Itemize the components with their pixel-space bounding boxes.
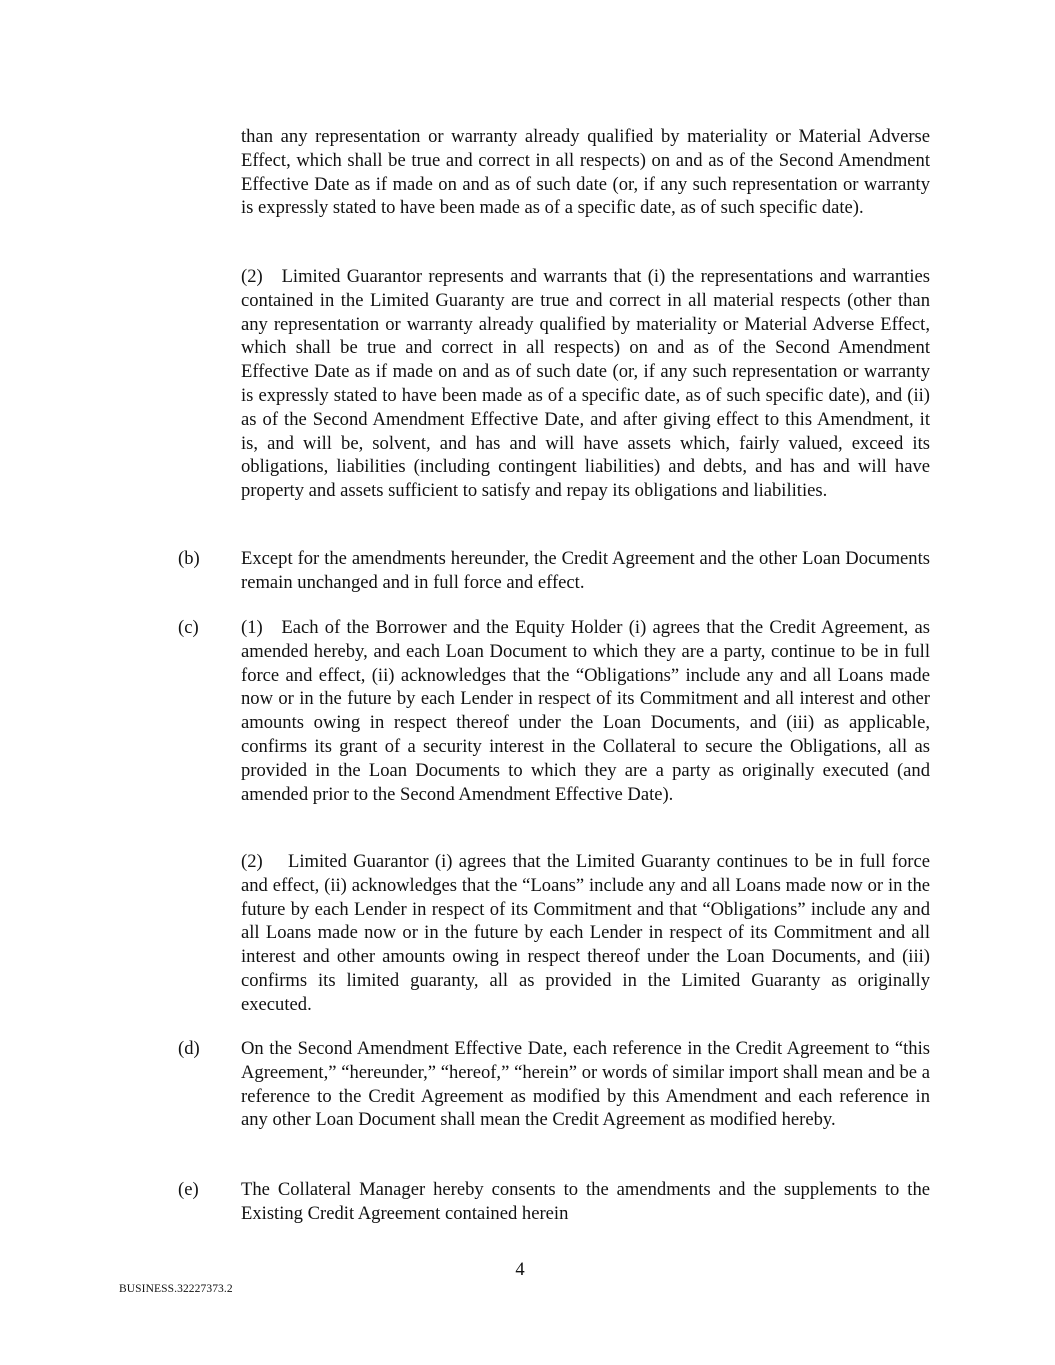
- section-label-b: (b): [178, 548, 200, 569]
- section-label-d: (d): [178, 1038, 200, 1059]
- paragraph-e: The Collateral Manager hereby consents to the amendments and the supplements to the Existing Credit Agreement contained herein: [241, 1179, 930, 1224]
- paragraph-b: Except for the amendments hereunder, the Credit Agreement and the other Loan Documents remain unchanged and in full force and effect.: [241, 548, 930, 593]
- paragraph-c2: (2) Limited Guarantor (i) agrees that the Limited Guaranty continues to be in full force and effect, (ii) acknowledges that the “Loans” include any and all Loans made now or in the future by each Lender in respect of its Commitment and that “Obligations” include any and all Loans made now or in the future by each Lender in respect of its Commitment and all interest and other amounts owing in respect thereof under the Loan Documents, and (iii) confirms its limited guaranty, all as provided in the Limited Guaranty as originally executed.: [241, 851, 930, 1015]
- section-label-c: (c): [178, 617, 199, 638]
- section-label-e: (e): [178, 1179, 199, 1200]
- paragraph-a2: (2) Limited Guarantor represents and warrants that (i) the representations and warranties contained in the Limited Guaranty are true and correct in all material respects (other than any representation or warranty already qualified by materiality or Material Adverse Effect, which shall be true and correct in all respects) on and as of the Second Amendment Effective Date as if made on and as of such date (or, if any such representation or warranty is expressly stated to have been made as of a specific date, as of such specific date), and (ii) as of the Second Amendment Effective Date, and after giving effect to this Amendment, it is, and will be, solvent, and has and will have assets which, fairly valued, exceed its obligations, liabilities (including contingent liabilities) and debts, and has and will have property and assets sufficient to satisfy and repay its obligations and liabilities.: [241, 266, 930, 502]
- document-id: BUSINESS.32227373.2: [119, 1283, 233, 1295]
- paragraph-c1: (1) Each of the Borrower and the Equity Holder (i) agrees that the Credit Agreement, as amended hereby, and each Loan Document to which they are a party, continue to be in full force and effect, (ii) acknowledges that the “Obligations” include any and all Loans made now or in the future by each Lender in respect of its Commitment and all interest and other amounts owing in respect thereof under the Loan Documents, and (iii) as applicable, confirms its grant of a security interest in the Collateral to secure the Obligations, all as provided in the Loan Documents to which they are a party as originally executed (and amended prior to the Second Amendment Effective Date).: [241, 617, 930, 805]
- paragraph-d: On the Second Amendment Effective Date, each reference in the Credit Agreement to “this Agreement,” “hereunder,” “hereof,” “herein” or words of similar import shall mean and be a reference to the Credit Agreement as modified by this Amendment and each reference in any other Loan Document shall mean the Credit Agreement as modified hereby.: [241, 1038, 930, 1131]
- paragraph-a-continuation: than any representation or warranty already qualified by materiality or Material Adverse Effect, which shall be true and correct in all respects) on and as of the Second Amendment Effective Date as if made on and as of such date (or, if any such representation or warranty is expressly stated to have been made as of a specific date, as of such specific date).: [241, 126, 930, 219]
- page-number: 4: [515, 1259, 525, 1280]
